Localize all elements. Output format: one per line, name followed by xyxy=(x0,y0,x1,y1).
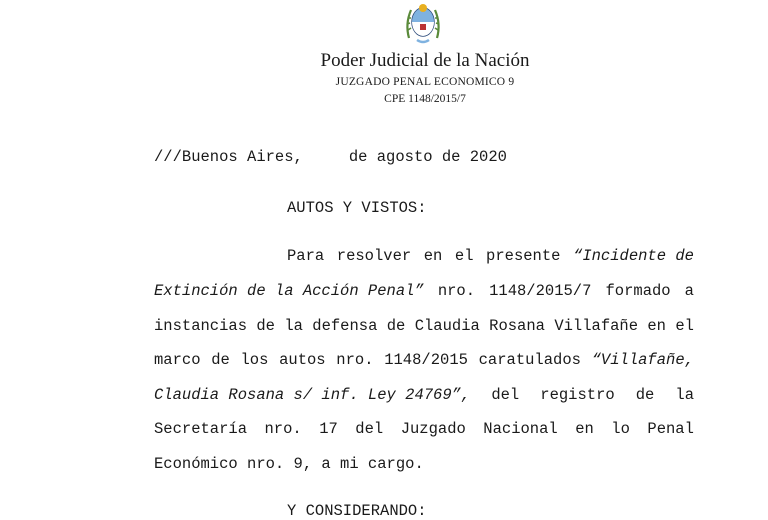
word: Juzgado xyxy=(400,420,466,438)
word: Secretaría xyxy=(154,420,248,438)
paragraph-line-6 xyxy=(154,420,694,438)
word: los xyxy=(240,351,269,369)
word: Claudia xyxy=(414,317,480,335)
word: el xyxy=(675,317,694,335)
word: presente xyxy=(486,247,561,265)
word: instancias xyxy=(154,317,248,335)
word: nro. xyxy=(264,420,302,438)
word: la xyxy=(284,317,303,335)
word: en xyxy=(647,317,666,335)
word: caratulados xyxy=(478,351,581,369)
paragraph-line-7: Económico nro. 9, a mi cargo. xyxy=(154,455,424,473)
paragraph-line-4 xyxy=(154,351,694,369)
word: la xyxy=(675,386,694,404)
word: Nacional xyxy=(483,420,558,438)
word: nro. xyxy=(336,351,374,369)
word: el xyxy=(454,247,474,265)
word: lo xyxy=(611,420,630,438)
word: 1148/2015/7 xyxy=(489,282,592,300)
word: resolver xyxy=(336,247,412,265)
word: de xyxy=(386,317,406,335)
word: de xyxy=(211,351,230,369)
word: en xyxy=(423,247,443,265)
word: formado xyxy=(605,282,671,300)
word: defensa xyxy=(312,317,378,335)
place-date-line xyxy=(154,148,507,166)
word: de xyxy=(635,386,655,404)
italic-title-fragment: “Villafañe, xyxy=(591,351,694,369)
word: nro. xyxy=(437,282,476,300)
paragraph-line-1 xyxy=(287,247,694,265)
italic-title-fragment: “Incidente de xyxy=(573,247,694,265)
paragraph-line-2 xyxy=(154,282,694,300)
word: de xyxy=(256,317,275,335)
word: registro xyxy=(540,386,615,404)
word: Rosana xyxy=(489,317,545,335)
italic-title-fragment: Extinción de la Acción Penal” xyxy=(154,282,424,300)
word: autos xyxy=(279,351,326,369)
autos-y-vistos-heading: AUTOS Y VISTOS: xyxy=(287,199,427,217)
word: del xyxy=(355,420,384,438)
national-coat-of-arms-icon xyxy=(403,0,443,46)
word: 17 xyxy=(319,420,338,438)
word: Villafañe xyxy=(554,317,639,335)
court-name: JUZGADO PENAL ECONOMICO 9 xyxy=(335,76,515,88)
word: en xyxy=(575,420,594,438)
word: del xyxy=(491,386,520,404)
word: 1148/2015 xyxy=(384,351,468,369)
case-number: CPE 1148/2015/7 xyxy=(384,93,466,105)
word: Para xyxy=(287,247,325,265)
institution-title: Poder Judicial de la Nación xyxy=(320,50,530,71)
paragraph-line-3 xyxy=(154,317,694,335)
paragraph-line-5 xyxy=(154,386,694,404)
word: Penal xyxy=(647,420,694,438)
place-date-suffix: de agosto de 2020 xyxy=(348,148,507,166)
word: a xyxy=(684,282,694,300)
word: marco xyxy=(154,351,201,369)
place-date-prefix: ///Buenos Aires, xyxy=(154,148,303,166)
y-considerando-heading: Y CONSIDERANDO: xyxy=(287,502,427,520)
italic-title-fragment: Claudia Rosana s/ inf. Ley 24769”, xyxy=(154,386,471,404)
